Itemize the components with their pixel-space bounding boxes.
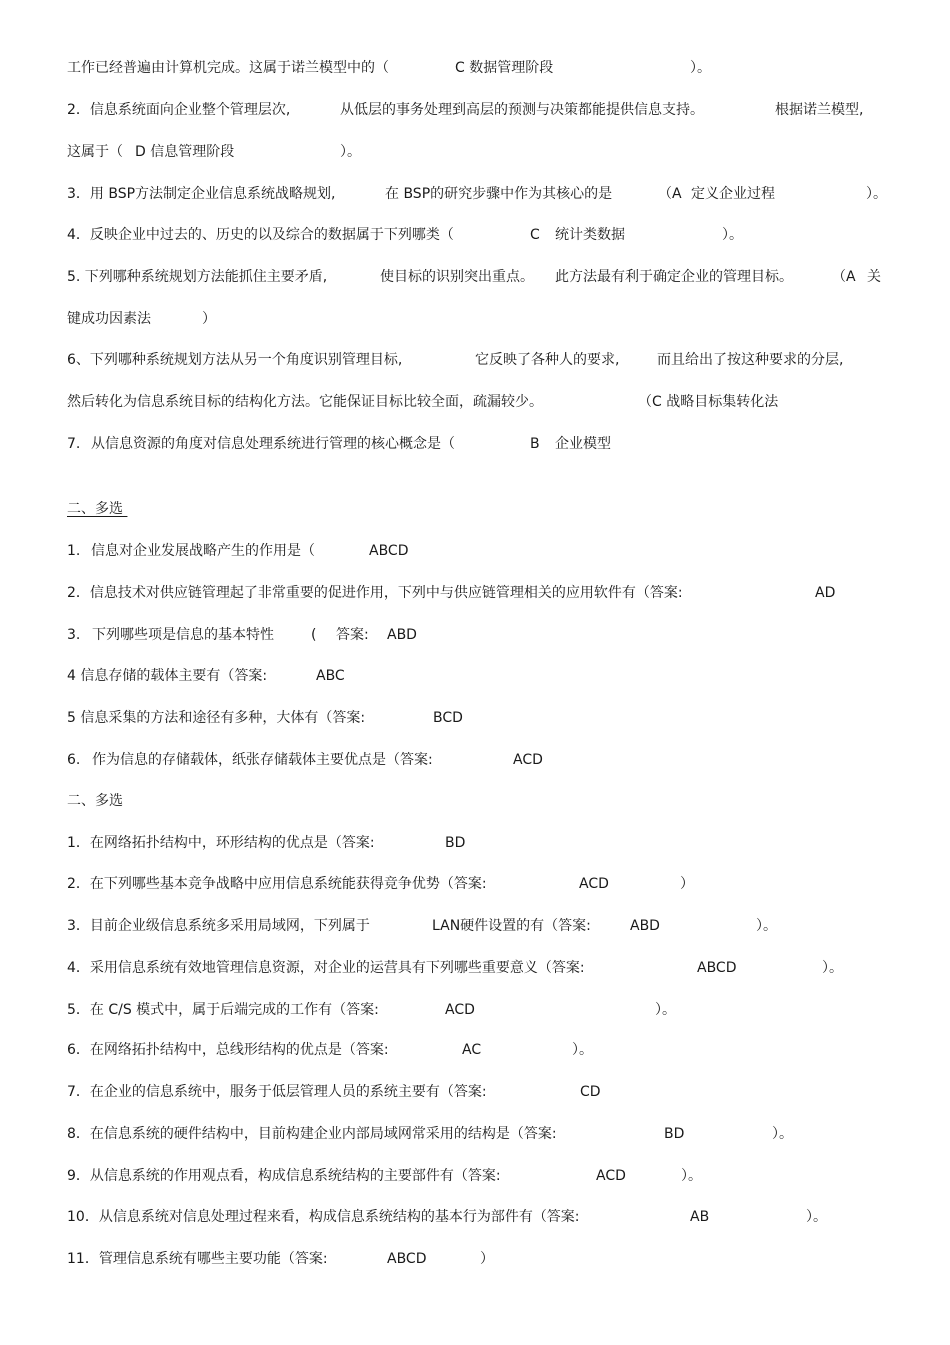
text-segment: B <box>530 436 540 452</box>
text-segment: ACD <box>579 876 609 892</box>
text-segment: 统计类数据 <box>555 227 625 243</box>
text-segment: 10．从信息系统对信息处理过程来看，构成信息系统结构的基本行为部件有（答案: <box>67 1209 580 1225</box>
text-line <box>0 541 950 561</box>
text-segment: 而且给出了按这种要求的分层, <box>657 352 844 368</box>
text-segment: ） <box>680 876 694 892</box>
text-line <box>0 583 950 603</box>
text-segment: 5 信息采集的方法和途径有多种，大体有（答案: <box>67 710 366 726</box>
text-segment: 工作已经普遍由计算机完成。这属于诺兰模型中的（ <box>67 60 389 76</box>
text-segment: 信息对企业发展战略产生的作用是（ <box>91 543 315 559</box>
text-line <box>0 708 950 728</box>
text-line <box>0 1124 950 1144</box>
text-segment: 3．用 BSP方法制定企业信息系统战略规划, <box>67 186 336 202</box>
text-line <box>0 267 950 287</box>
text-segment: 7. <box>67 436 81 452</box>
text-segment: AC <box>462 1042 482 1058</box>
text-segment: 从信息资源的角度对信息处理系统进行管理的核心概念是（ <box>91 436 455 452</box>
text-line <box>0 225 950 245</box>
text-segment: 4 信息存储的载体主要有（答案: <box>67 668 268 684</box>
text-segment: 5. 下列哪种系统规划方法能抓住主要矛盾, <box>67 269 328 285</box>
text-segment: C <box>530 227 540 243</box>
text-line <box>0 958 950 978</box>
text-line <box>0 58 950 78</box>
text-line <box>0 750 950 770</box>
text-line <box>0 1249 950 1269</box>
text-segment: ）。 <box>681 1168 702 1184</box>
text-segment: 关 <box>867 269 881 285</box>
text-segment: 7．在企业的信息系统中，服务于低层管理人员的系统主要有（答案: <box>67 1084 487 1100</box>
text-segment: ）。 <box>866 186 887 202</box>
text-line <box>0 1040 950 1060</box>
text-segment: 作为信息的存储载体，纸张存储载体主要优点是（答案: <box>92 752 433 768</box>
text-segment: 二、多选 <box>67 793 123 809</box>
text-segment: ABCD <box>387 1251 427 1267</box>
text-segment: （A <box>832 269 856 285</box>
text-segment: 它反映了各种人的要求, <box>475 352 620 368</box>
text-segment: AD <box>815 585 836 601</box>
text-segment: ACD <box>596 1168 626 1184</box>
text-segment: 2．信息系统面向企业整个管理层次, <box>67 102 291 118</box>
text-line <box>0 625 950 645</box>
text-segment: 4．采用信息系统有效地管理信息资源，对企业的运营具有下列哪些重要意义（答案: <box>67 960 585 976</box>
text-segment: ）。 <box>340 144 361 160</box>
text-segment: 企业模型 <box>555 436 611 452</box>
text-line <box>0 791 950 811</box>
text-segment: 下列哪些项是信息的基本特性 <box>92 627 274 643</box>
text-segment: 这属于（ <box>67 144 128 160</box>
text-line <box>0 142 950 162</box>
text-segment: 6. <box>67 752 81 768</box>
text-segment: BD <box>664 1126 685 1142</box>
text-segment: ）。 <box>690 60 711 76</box>
text-line <box>0 434 950 454</box>
text-segment: ）。 <box>572 1042 593 1058</box>
text-line <box>0 666 950 686</box>
text-segment: BCD <box>433 710 463 726</box>
text-line <box>0 1207 950 1227</box>
text-segment: 根据诺兰模型, <box>775 102 864 118</box>
text-segment: ABCD <box>697 960 737 976</box>
text-segment: 定义企业过程 <box>691 186 775 202</box>
text-segment: 键成功因素法 <box>67 311 151 327</box>
text-segment: ）。 <box>822 960 843 976</box>
text-segment: BD <box>445 835 466 851</box>
text-segment: ） <box>480 1251 494 1267</box>
text-segment: 1. <box>67 543 81 559</box>
text-line <box>0 874 950 894</box>
text-line <box>0 100 950 120</box>
text-segment: 2．在下列哪些基本竞争战略中应用信息系统能获得竞争优势（答案: <box>67 876 487 892</box>
text-segment: 11．管理信息系统有哪些主要功能（答案: <box>67 1251 328 1267</box>
text-segment: 3．目前企业级信息系统多采用局域网，下列属于 <box>67 918 370 934</box>
text-segment: ）。 <box>756 918 777 934</box>
text-segment: 8．在信息系统的硬件结构中，目前构建企业内部局域网常采用的结构是（答案: <box>67 1126 557 1142</box>
text-segment: LAN硬件设置的有（答案: <box>432 918 591 934</box>
text-segment: ACD <box>445 1002 475 1018</box>
text-segment: ABCD <box>369 543 409 559</box>
text-line <box>0 184 950 204</box>
text-segment: ABC <box>316 668 345 684</box>
text-line <box>0 1082 950 1102</box>
text-segment: 此方法最有利于确定企业的管理目标。 <box>555 269 793 285</box>
text-segment: 4．反映企业中过去的、历史的以及综合的数据属于下列哪类（ <box>67 227 454 243</box>
text-segment: 答案: <box>336 627 369 643</box>
text-segment: 在 BSP的研究步骤中作为其核心的是 <box>385 186 613 202</box>
text-segment: 然后转化为信息系统目标的结构化方法。它能保证目标比较全面，疏漏较少。 <box>67 394 543 410</box>
text-segment: （A <box>658 186 682 202</box>
text-segment: ACD <box>513 752 543 768</box>
text-segment: ）。 <box>772 1126 793 1142</box>
text-segment: D 信息管理阶段 <box>135 144 235 160</box>
text-segment: ）。 <box>655 1002 676 1018</box>
text-segment: 1．在网络拓扑结构中，环形结构的优点是（答案: <box>67 835 375 851</box>
text-segment: ）。 <box>806 1209 827 1225</box>
text-line <box>0 309 950 329</box>
text-segment: 5．在 C/S 模式中，属于后端完成的工作有（答案: <box>67 1002 379 1018</box>
text-segment: 6．在网络拓扑结构中，总线形结构的优点是（答案: <box>67 1042 389 1058</box>
text-line <box>0 916 950 936</box>
text-segment: ABD <box>630 918 660 934</box>
text-segment: ） <box>202 311 216 327</box>
text-segment: ）。 <box>722 227 743 243</box>
text-segment: 2．信息技术对供应链管理起了非常重要的促进作用，下列中与供应链管理相关的应用软件有（答案: <box>67 585 683 601</box>
text-segment: 3. <box>67 627 81 643</box>
text-segment: 从低层的事务处理到高层的预测与决策都能提供信息支持。 <box>340 102 704 118</box>
text-line <box>0 392 950 412</box>
text-segment: ( <box>311 627 317 643</box>
text-segment: CD <box>580 1084 601 1100</box>
text-line <box>0 350 950 370</box>
text-line <box>0 833 950 853</box>
text-segment: C 数据管理阶段 <box>455 60 554 76</box>
text-segment: 二、多选 <box>67 501 128 517</box>
text-segment: 使目标的识别突出重点。 <box>380 269 534 285</box>
text-segment: 6、下列哪种系统规划方法从另一个角度识别管理目标, <box>67 352 403 368</box>
text-line <box>0 1166 950 1186</box>
text-segment: （C 战略目标集转化法 <box>638 394 779 410</box>
text-line <box>0 1000 950 1020</box>
text-line <box>0 499 950 519</box>
text-segment: AB <box>690 1209 710 1225</box>
text-segment: ABD <box>387 627 417 643</box>
text-segment: 9．从信息系统的作用观点看，构成信息系统结构的主要部件有（答案: <box>67 1168 501 1184</box>
